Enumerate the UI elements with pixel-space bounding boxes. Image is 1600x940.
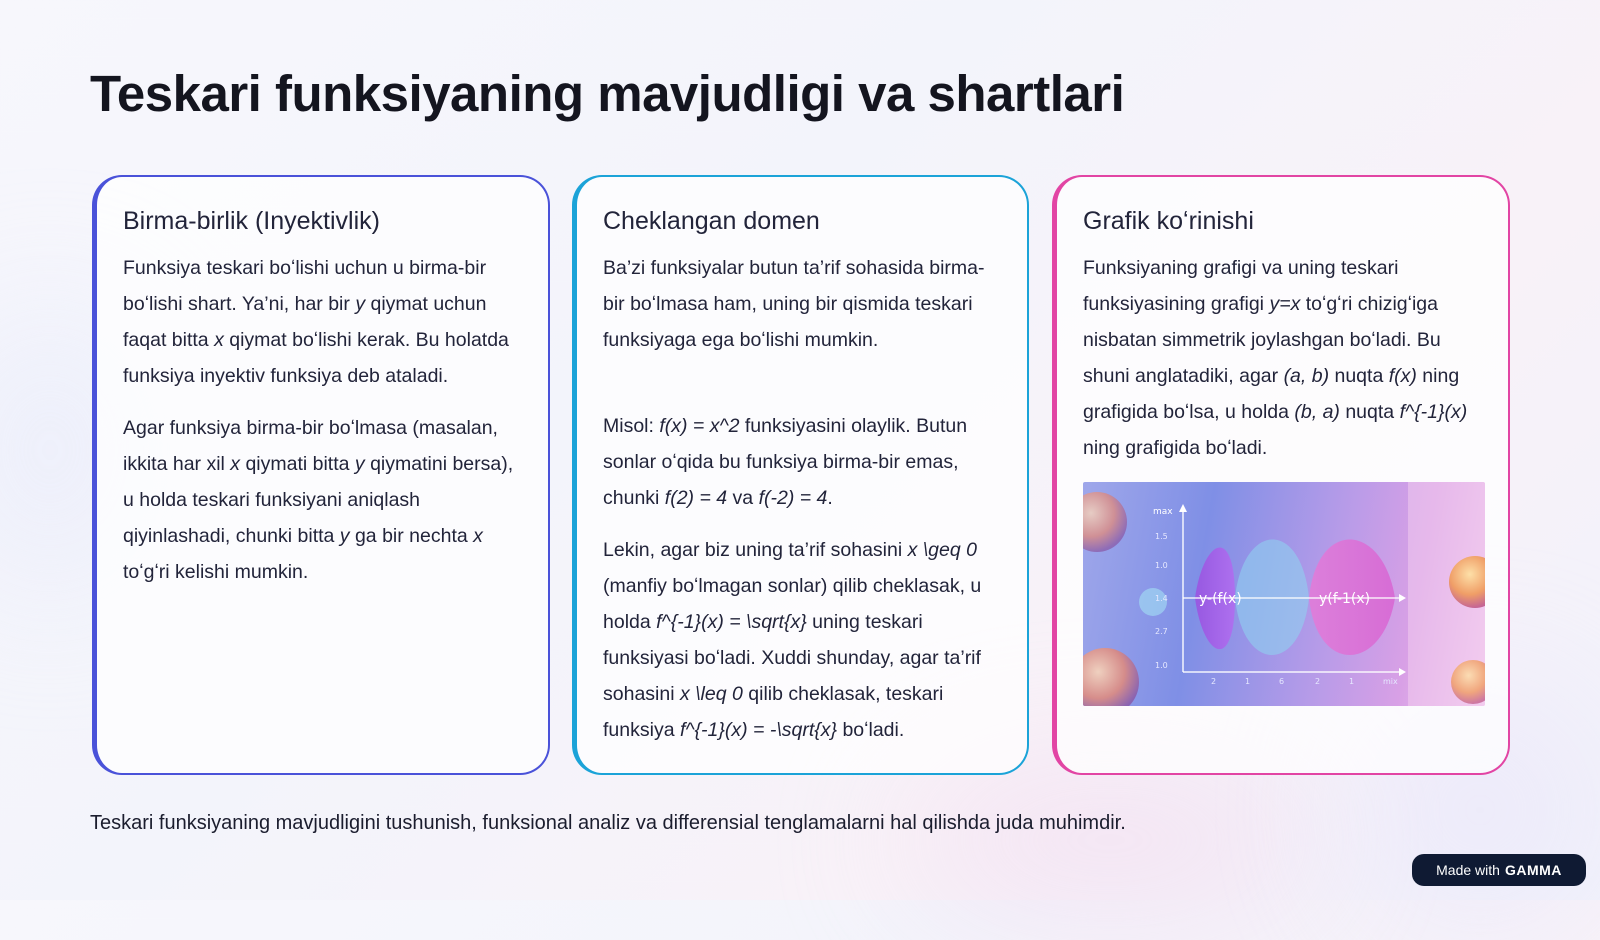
math-expression: (a, b)	[1283, 365, 1330, 387]
text-run: ning grafigida boʻladi.	[1083, 437, 1268, 459]
text-run: funksiyasini olaylik. Butun sonlar oʻqida bu funksiya birma-bir emas, chunki	[603, 415, 968, 509]
y-tick-label: 2.7	[1155, 627, 1168, 636]
x-tick-label: 1	[1349, 677, 1355, 686]
text-run: Lekin, agar biz uning ta’rif sohasini	[603, 539, 908, 561]
math-expression: y	[355, 293, 366, 315]
text-run: ga bir nechta	[349, 525, 474, 547]
card-paragraph	[123, 250, 522, 394]
x-axis-label: mix	[1383, 677, 1398, 686]
math-expression: f(x)	[1388, 365, 1417, 387]
y-tick-label: 1.5	[1155, 532, 1168, 541]
text-run: uning teskari funksiyasi boʻladi. Xuddi shunday, agar ta’rif sohasini	[603, 611, 981, 705]
card-paragraph	[123, 410, 522, 590]
card-paragraph	[1083, 250, 1482, 466]
graph-illustration	[1083, 482, 1485, 706]
card-paragraph: Ba’zi funksiyalar butun ta’rif sohasida birma-bir boʻlmasa ham, uning bir qismida teskari funksiyaga ega boʻlishi mumkin.	[603, 257, 985, 351]
card-graph-view	[1052, 175, 1510, 775]
arrow-right-icon	[1399, 594, 1406, 602]
text-run: boʻladi.	[837, 719, 905, 741]
y-tick-label: 1.0	[1155, 661, 1168, 670]
text-run: .	[827, 487, 833, 509]
x-tick-label: 6	[1279, 677, 1285, 686]
card-paragraph	[603, 408, 1001, 516]
y-tick-label: 1.4	[1155, 594, 1168, 603]
footer-note: Teskari funksiyaning mavjudligini tushunish, funksional analiz va differensial tenglamalarni hal qilishda juda muhimdir.	[90, 812, 1126, 834]
background-glow	[900, 760, 1320, 920]
math-expression: f(x) = x^2	[659, 415, 740, 437]
math-expression: x	[230, 453, 241, 475]
math-expression: y	[354, 453, 365, 475]
math-expression: x	[214, 329, 224, 351]
math-expression: f^{-1}(x) = -\sqrt{x}	[679, 719, 838, 741]
y-axis-label: max	[1153, 507, 1173, 517]
math-expression: f(2) = 4	[664, 487, 728, 509]
math-expression: f^{-1}(x)	[1399, 401, 1468, 423]
text-run: Funksiya teskari boʻlishi uchun u birma-bir boʻlishi shart. Ya’ni, har bir	[123, 257, 487, 315]
math-expression: f^{-1}(x) = \sqrt{x}	[656, 611, 807, 633]
card-heading: Cheklangan domen	[603, 207, 820, 235]
x-tick-label: 2	[1211, 677, 1217, 686]
text-run: ning grafigida boʻlsa, u holda	[1083, 365, 1460, 423]
text-run: nuqta	[1339, 401, 1400, 423]
text-run: Agar funksiya birma-bir boʻlmasa (masalan, ikkita har xil	[123, 417, 498, 475]
text-run: nuqta	[1329, 365, 1389, 387]
card-heading: Grafik koʻrinishi	[1083, 207, 1254, 235]
badge-prefix: Made with	[1436, 862, 1500, 878]
y-tick-label: 1.0	[1155, 561, 1168, 570]
blurred-orb	[1083, 648, 1139, 706]
card-paragraph	[603, 532, 1001, 748]
math-expression: y	[339, 525, 350, 547]
text-run: qilib cheklasak, teskari funksiya	[603, 683, 944, 741]
page-title: Teskari funksiyaning mavjudligi va shartlari	[90, 65, 1125, 122]
x-tick-label: 1	[1245, 677, 1251, 686]
blurred-orb	[1083, 492, 1127, 552]
math-expression: (b, a)	[1294, 401, 1340, 423]
math-expression: f(-2) = 4	[758, 487, 828, 509]
curve-label: y(f-1(x)	[1319, 591, 1371, 607]
arrow-up-icon	[1179, 504, 1187, 512]
text-run: qiymati bitta	[240, 453, 355, 475]
math-expression: x \leq 0	[679, 683, 743, 705]
text-run: qiymatini bersa), u holda teskari funksiyani aniqlash qiyinlashadi, chunki bitta	[123, 453, 514, 547]
text-run: Funksiyaning grafigi va uning teskari funksiyasining grafigi	[1083, 257, 1399, 315]
text-run: Misol:	[603, 415, 660, 437]
card-injectivity	[92, 175, 550, 775]
text-run: (manfiy boʻlmagan sonlar) qilib cheklasak, u holda	[603, 575, 982, 633]
text-run: va	[727, 487, 759, 509]
math-expression: x	[473, 525, 483, 547]
text-run: toʻgʻri kelishi mumkin.	[123, 561, 309, 583]
card-restricted-domain	[572, 175, 1029, 775]
math-expression: y=x	[1269, 293, 1301, 315]
curve-lobe	[1235, 539, 1309, 655]
text-run: qiymat boʻlishi kerak. Bu holatda funksiya inyektiv funksiya deb ataladi.	[123, 329, 509, 387]
made-with-gamma-badge[interactable]	[1412, 854, 1586, 886]
math-expression: x \geq 0	[907, 539, 977, 561]
gamma-logo: GAMMA	[1504, 862, 1562, 878]
inverse-function-graph-image	[1083, 482, 1485, 706]
text-run: toʻgʻri chizigʻiga nisbatan simmetrik joylashgan boʻladi. Bu shuni anglatadiki, agar	[1083, 293, 1441, 387]
card-heading: Birma-birlik (Inyektivlik)	[123, 207, 380, 235]
x-tick-label: 2	[1315, 677, 1321, 686]
text-run: qiymat uchun faqat bitta	[123, 293, 487, 351]
arrow-right-icon	[1399, 668, 1406, 676]
curve-label: y-(f(x)	[1199, 591, 1242, 607]
